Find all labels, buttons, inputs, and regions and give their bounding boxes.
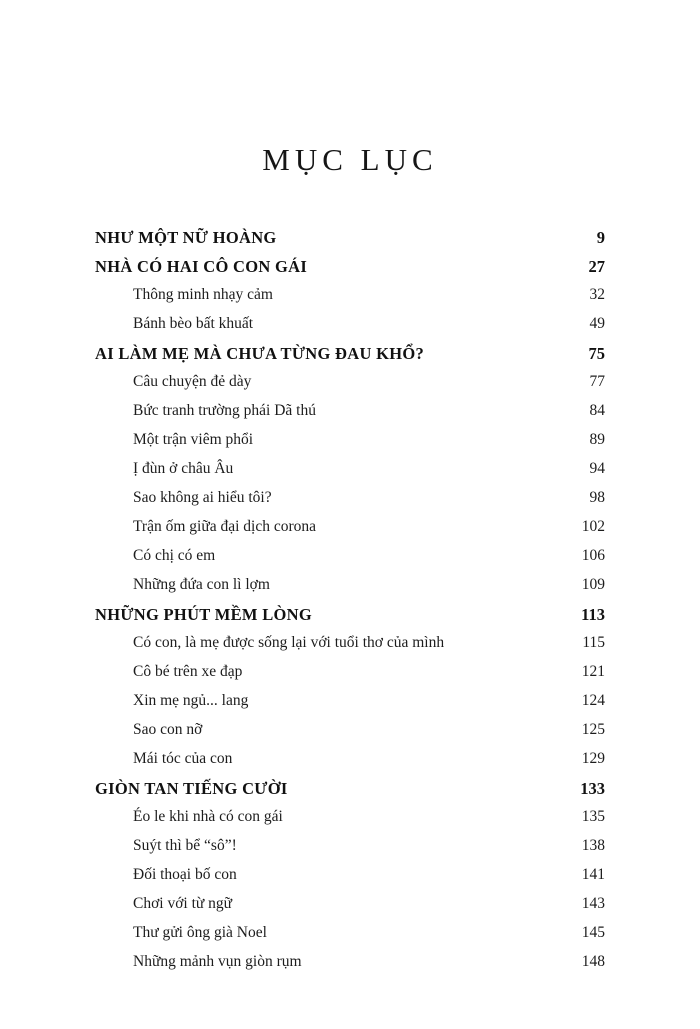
toc-entry-label: Xin mẹ ngủ... lang [133, 692, 249, 709]
toc-entry[interactable] [95, 953, 605, 982]
toc-entry[interactable] [95, 634, 605, 663]
toc-entry[interactable] [95, 344, 605, 373]
toc-entry-label: Trận ốm giữa đại dịch corona [133, 518, 317, 535]
toc-entry-page: 32 [589, 286, 605, 303]
toc-entry[interactable] [95, 692, 605, 721]
toc-entry[interactable] [95, 373, 605, 402]
toc-entry-page: 9 [596, 228, 605, 247]
toc-entry-page: 148 [581, 953, 605, 970]
toc-entry[interactable] [95, 489, 605, 518]
toc-entry-page: 75 [588, 344, 605, 363]
toc-entry[interactable] [95, 721, 605, 750]
toc-entry-label: Bánh bèo bất khuất [133, 315, 254, 332]
toc-entry-page: 125 [581, 721, 605, 738]
page-title: MỤC LỤC [262, 142, 438, 177]
toc-entry[interactable] [95, 750, 605, 779]
toc-entry[interactable] [95, 808, 605, 837]
toc-entry-page: 133 [580, 779, 605, 798]
toc-entry-label: NHƯ MỘT NỮ HOÀNG [95, 228, 277, 247]
toc-entry-label: Sao không ai hiểu tôi? [133, 489, 272, 506]
toc-entry-label: Có con, là mẹ được sống lại với tuổi thơ của mình [133, 634, 445, 651]
toc-entry[interactable] [95, 837, 605, 866]
toc-entry-label: NHỮNG PHÚT MỀM LÒNG [95, 605, 312, 624]
toc-entry-label: Thư gửi ông già Noel [133, 924, 267, 941]
toc-entry-label: Những mảnh vụn giòn rụm [133, 953, 302, 970]
toc-entry-label: Mái tóc của con [133, 750, 233, 767]
toc-entry-page: 143 [581, 895, 605, 912]
toc-entry-label: Suýt thì bể “sô”! [133, 837, 237, 854]
toc-entry-page: 102 [581, 518, 605, 535]
toc-entry-label: Sao con nỡ [133, 721, 203, 738]
toc-entry[interactable] [95, 866, 605, 895]
toc-entry-label: Câu chuyện đẻ dày [133, 373, 252, 390]
toc-entry-page: 89 [589, 431, 605, 448]
toc-entry-page: 121 [581, 663, 605, 680]
toc-entry-page: 77 [589, 373, 605, 390]
toc-entry-label: Cô bé trên xe đạp [133, 663, 243, 680]
toc-entry[interactable] [95, 257, 605, 286]
toc-entry[interactable] [95, 402, 605, 431]
toc-entry-label: Một trận viêm phổi [133, 431, 254, 448]
toc-entry[interactable] [95, 663, 605, 692]
toc-entry[interactable] [95, 547, 605, 576]
toc-entry-label: AI LÀM MẸ MÀ CHƯA TỪNG ĐAU KHỔ? [95, 344, 425, 363]
toc-entry-page: 106 [581, 547, 605, 564]
toc-entry-label: GIÒN TAN TIẾNG CƯỜI [95, 779, 288, 798]
toc-entry[interactable] [95, 431, 605, 460]
toc-entry-page: 129 [581, 750, 605, 767]
toc-entry-page: 141 [581, 866, 605, 883]
toc-entry[interactable] [95, 576, 605, 605]
toc-entry-page: 113 [581, 605, 605, 624]
toc-entry-label: Có chị có em [133, 547, 216, 564]
toc-entry[interactable] [95, 895, 605, 924]
toc-entry[interactable] [95, 286, 605, 315]
toc-entry-page: 138 [581, 837, 605, 854]
toc-entry-page: 94 [589, 460, 605, 477]
toc-entry-page: 115 [582, 634, 605, 651]
toc-entry-label: NHÀ CÓ HAI CÔ CON GÁI [95, 257, 308, 276]
toc-entry-page: 124 [581, 692, 605, 709]
toc-entry[interactable] [95, 924, 605, 953]
table-of-contents [95, 228, 605, 982]
toc-entry-label: Đối thoại bố con [133, 866, 237, 883]
toc-entry-page: 98 [589, 489, 605, 506]
toc-entry[interactable] [95, 228, 605, 257]
toc-entry-page: 145 [581, 924, 605, 941]
toc-entry-label: Bức tranh trường phái Dã thú [133, 402, 316, 419]
toc-entry-page: 135 [581, 808, 605, 825]
toc-entry[interactable] [95, 315, 605, 344]
toc-entry-label: Những đứa con lì lợm [133, 576, 270, 593]
toc-entry[interactable] [95, 605, 605, 634]
toc-entry-page: 109 [581, 576, 605, 593]
toc-entry[interactable] [95, 779, 605, 808]
toc-entry-label: Ị đùn ở châu Âu [133, 460, 234, 477]
toc-entry-page: 84 [589, 402, 605, 419]
toc-entry[interactable] [95, 518, 605, 547]
toc-entry[interactable] [95, 460, 605, 489]
toc-entry-label: Thông minh nhạy cảm [133, 286, 273, 303]
toc-entry-label: Chơi với từ ngữ [133, 895, 233, 912]
toc-entry-label: Éo le khi nhà có con gái [133, 808, 283, 825]
toc-entry-page: 49 [589, 315, 605, 332]
toc-entry-page: 27 [588, 257, 605, 276]
